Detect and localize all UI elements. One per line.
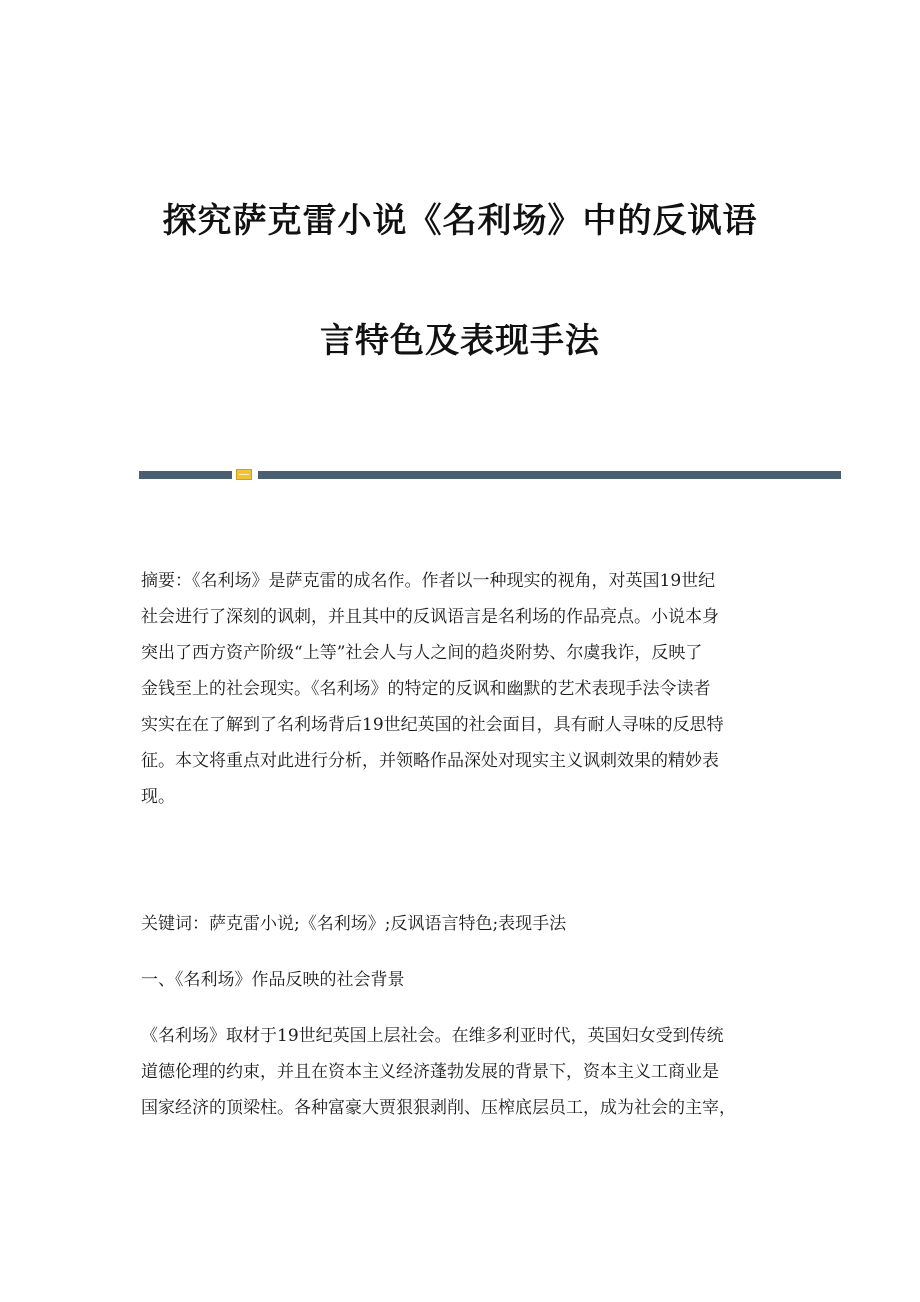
section-heading [141, 962, 791, 998]
abstract-line: 征。本文将重点对此进行分析，并领略作品深处对现实主义讽刺效果的精妙表 [141, 751, 719, 771]
abstract-paragraph [141, 563, 791, 815]
abstract-line: 突出了西方资产阶级“上等”社会人与人之间的趋炎附势、尔虞我诈，反映了 [141, 643, 703, 663]
abstract-line: 现。 [141, 787, 175, 807]
body-line: 道德伦理的约束，并且在资本主义经济蓬勃发展的背景下，资本主义工商业是 [141, 1062, 719, 1082]
abstract-line: 实实在在了解到了名利场背后19世纪英国的社会面目，具有耐人寻味的反思特 [141, 715, 724, 735]
body-line: 国家经济的顶梁柱。各种富豪大贾狠狠剥削、压榨底层员工，成为社会的主宰， [141, 1098, 736, 1118]
divider-bar-left [139, 471, 232, 479]
body-line: 《名利场》取材于19世纪英国上层社会。在维多利亚时代，英国妇女受到传统 [141, 1026, 724, 1046]
section-heading-text: 一、《名利场》作品反映的社会背景 [141, 970, 405, 990]
keywords-line: 关键词：萨克雷小说;《名利场》;反讽语言特色;表现手法 [141, 914, 567, 934]
document-title-line-2: 言特色及表现手法 [320, 321, 600, 361]
abstract-line: 摘要：《名利场》是萨克雷的成名作。作者以一种现实的视角，对英国19世纪 [141, 571, 716, 591]
divider-ornament-icon [236, 469, 252, 480]
abstract-line: 金钱至上的社会现实。《名利场》的特定的反讽和幽默的艺术表现手法令读者 [141, 679, 711, 699]
document-title-line-1: 探究萨克雷小说《名利场》中的反讽语 [162, 201, 758, 241]
abstract-line: 社会进行了深刻的讽刺，并且其中的反讽语言是名利场的作品亮点。小说本身 [141, 607, 719, 627]
keywords-paragraph [141, 906, 791, 942]
divider-bar-right [258, 471, 841, 479]
body-paragraph [141, 1018, 791, 1126]
